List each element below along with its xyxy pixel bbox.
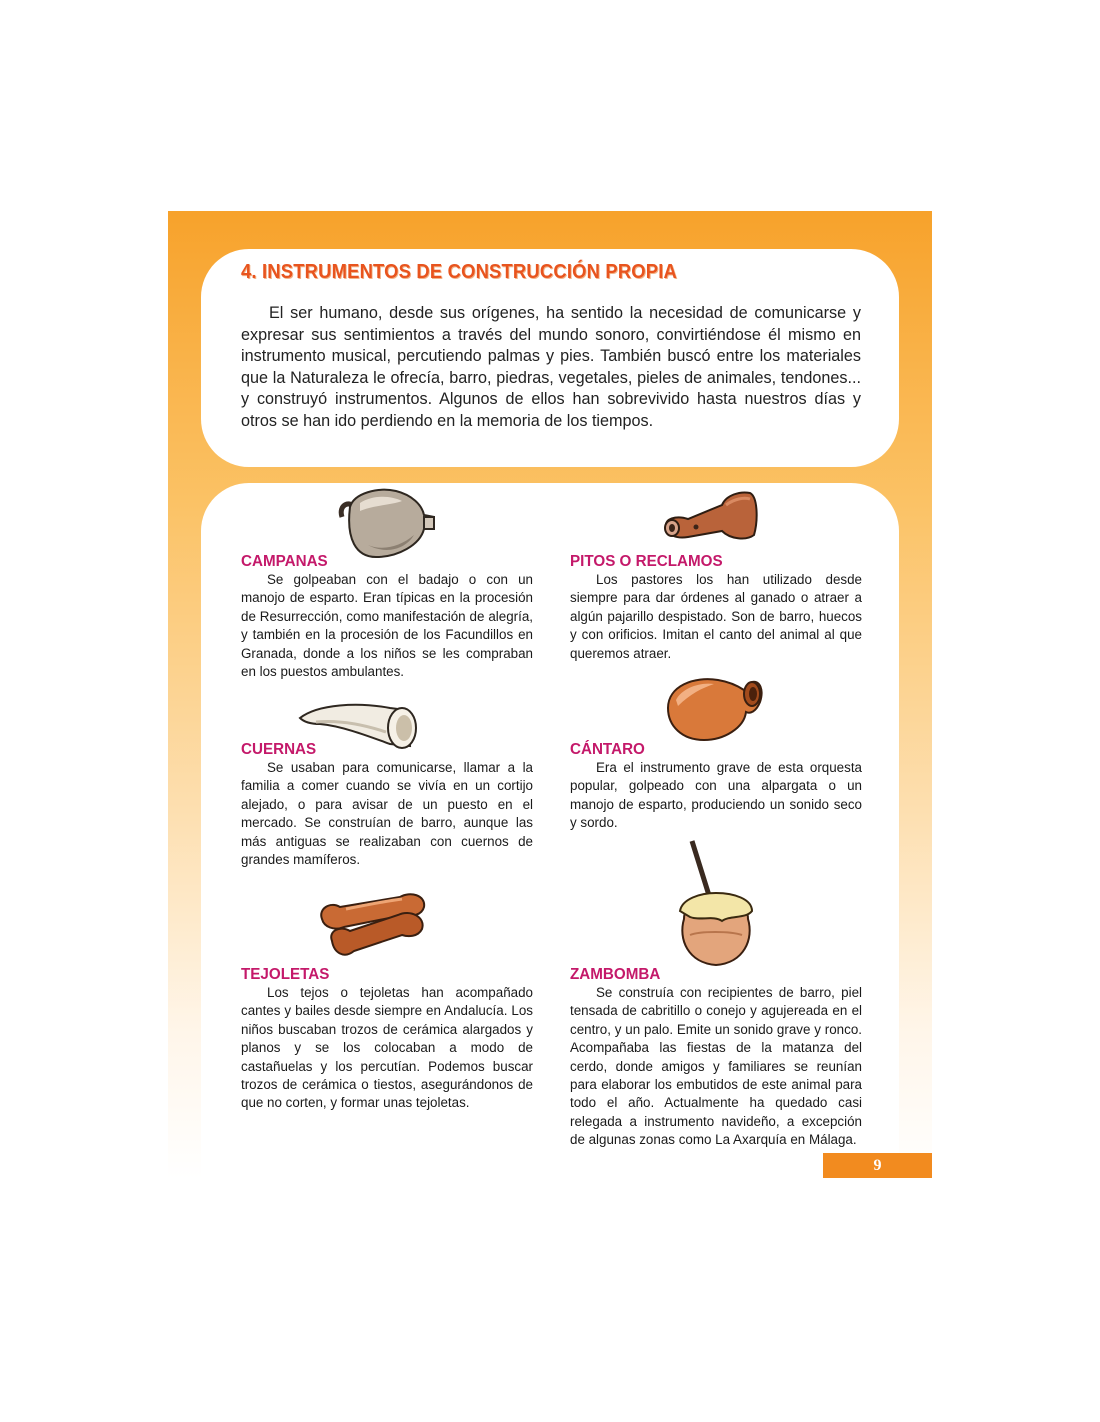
intro-panel: [201, 249, 899, 467]
intro-paragraph: [241, 303, 861, 433]
item-title: CUERNAS: [241, 741, 317, 758]
item-description: Se construía con recipientes de barro, piel tensada de cabritillo o conejo y agujereada en el centro, y un palo. Emite un sonido grave y ronco. Acompañaba las fiestas de la matanza del cerdo, donde amigos y familiares se reunían para elaborar los embutidos de este animal para todo el año. Actualmente ha quedado casi relegada a instrumento navideño, a excepción de algunas zonas como La Axarquía en Málaga.: [570, 985, 862, 1148]
item-cuernas: [241, 741, 533, 869]
page-number: 9: [823, 1153, 932, 1178]
ceramic-pieces-icon: [316, 891, 432, 963]
item-pitos-o-reclamos: [570, 553, 862, 663]
item-title: CÁNTARO: [570, 741, 645, 758]
item-title: ZAMBOMBA: [570, 966, 661, 983]
zambomba-icon: [676, 839, 756, 967]
item-cantaro: [570, 741, 862, 833]
clay-bell-icon: [338, 487, 438, 559]
page-background: [168, 211, 932, 1179]
item-title: CAMPANAS: [241, 553, 328, 570]
item-zambomba: [570, 966, 862, 1150]
intro-text: El ser humano, desde sus orígenes, ha sentido la necesidad de comunicarse y expresar sus sentimientos a través del mundo sonoro, convirtiéndose él mismo en instrumento musical, percutiendo palmas y pies. También buscó entre los materiales que la Naturaleza le ofrecía, barro, piedras, vegetales, pieles de animales, tendones... y construyó instrumentos. Algunos de ellos han sobrevivido hasta nuestros días y otros se han ido perdiendo en la memoria de los tiempos.: [241, 304, 861, 430]
item-title: TEJOLETAS: [241, 966, 330, 983]
clay-whistle-icon: [660, 491, 760, 543]
item-description: Los tejos o tejoletas han acompañado cantes y bailes desde siempre en Andalucía. Los niños buscaban trozos de cerámica alargados y planos y se los colocaban a modo de castañuelas y los percutían. Podemos buscar trozos de cerámica o tiestos, asegurándonos de que no corten, y formar unas tejoletas.: [241, 985, 533, 1111]
item-tejoletas: [241, 966, 533, 1113]
item-description: Se golpeaban con el badajo o con un manojo de esparto. Eran típicas en la procesión de Resurrección, como manifestación de alegría, y también en la procesión de los Facundillos en Granada, donde a los niños se les compraban en los puestos ambulantes.: [241, 572, 533, 680]
item-title: PITOS O RECLAMOS: [570, 553, 723, 570]
section-title: 4. INSTRUMENTOS DE CONSTRUCCIÓN PROPIA: [241, 261, 678, 283]
item-description: Era el instrumento grave de esta orquesta popular, golpeado con una alpargata o un manojo de esparto, produciendo un sonido seco y sordo.: [570, 760, 862, 831]
item-description: Se usaban para comunicarse, llamar a la familia a comer cuando se vivía en un cortijo alejado, o para avisar de un puesto en el mercado. Se construían de barro, aunque las más antiguas se realizaban con cuernos de grandes mamíferos.: [241, 760, 533, 868]
item-description: Los pastores los han utilizado desde siempre para dar órdenes al ganado o atraer a algún pajarillo despistado. Son de barro, huecos y con orificios. Imitan el canto del animal al que queremos atraer.: [570, 572, 862, 661]
item-campanas: [241, 553, 533, 681]
clay-jug-icon: [664, 672, 764, 742]
